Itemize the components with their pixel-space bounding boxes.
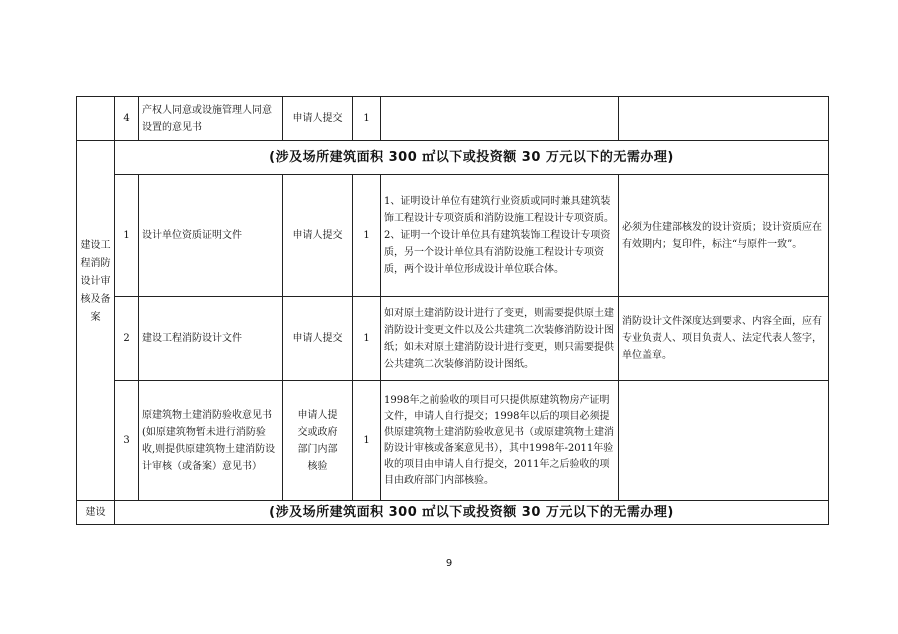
- note: 必须为住建部核发的设计资质；设计资质应在有效期内；复印件，标注“与原件一致”。: [619, 175, 829, 297]
- section-label: 建设工程消防设计审核及备案: [77, 141, 115, 501]
- provision-method: 申请人提交: [283, 175, 353, 297]
- row-number: 2: [115, 297, 139, 381]
- table-row: [77, 97, 829, 141]
- requirement: 1998年之前验收的项目可只提供原建筑物房产证明文件，申请人自行提交；1998年以后的项目必须提供原建筑物土建消防验收意见书（或原建筑物土建消防设计审核或备案意见书），其中1998年-2011年验收的项目由申请人自行提交，2011年之后验收的项目由政府部门内部核验。: [381, 381, 619, 501]
- section-label: 建设: [77, 501, 115, 525]
- table-row: [77, 501, 829, 525]
- copies: 1: [353, 97, 381, 141]
- provision-method: 申请人提交: [283, 297, 353, 381]
- material-name: 建设工程消防设计文件: [139, 297, 283, 381]
- requirement: 如对原土建消防设计进行了变更，则需要提供原土建消防设计变更文件以及公共建筑二次装修消防设计图纸；如未对原土建消防设计进行变更，则只需要提供公共建筑二次装修消防设计图纸。: [381, 297, 619, 381]
- exemption-banner: (涉及场所建筑面积 300 ㎡以下或投资额 30 万元以下的无需办理): [115, 141, 829, 175]
- requirement: 1、证明设计单位有建筑行业资质或同时兼具建筑装饰工程设计专项资质和消防设施工程设计专项资质。 2、证明一个设计单位具有建筑装饰工程设计专项资质，另一个设计单位具有消防设施工程设计专项资质，两个设计单位形成设计单位联合体。: [381, 175, 619, 297]
- material-name: 产权人同意或设施管理人同意设置的意见书: [139, 97, 283, 141]
- material-name: 设计单位资质证明文件: [139, 175, 283, 297]
- note: 消防设计文件深度达到要求、内容全面，应有专业负责人、项目负责人、法定代表人签字，单位盖章。: [619, 297, 829, 381]
- page-number: 9: [445, 558, 453, 569]
- material-name: 原建筑物土建消防验收意见书(如原建筑物暂未进行消防验收,则提供原建筑物土建消防设计审核（或备案）意见书）: [139, 381, 283, 501]
- exemption-banner: (涉及场所建筑面积 300 ㎡以下或投资额 30 万元以下的无需办理): [115, 501, 829, 525]
- copies: 1: [353, 297, 381, 381]
- copies: 1: [353, 175, 381, 297]
- table-row: [77, 141, 829, 175]
- copies: 1: [353, 381, 381, 501]
- note: [619, 381, 829, 501]
- requirement: [381, 97, 619, 141]
- table-row: [77, 175, 829, 297]
- table-row: [77, 381, 829, 501]
- provision-method: 申请人提交: [283, 97, 353, 141]
- materials-table: [76, 96, 829, 525]
- row-number: 1: [115, 175, 139, 297]
- row-number: 3: [115, 381, 139, 501]
- table-row: [77, 297, 829, 381]
- section-cell: [77, 97, 115, 141]
- row-number: 4: [115, 97, 139, 141]
- note: [619, 97, 829, 141]
- provision-method: 申请人提交或政府部门内部核验: [283, 381, 353, 501]
